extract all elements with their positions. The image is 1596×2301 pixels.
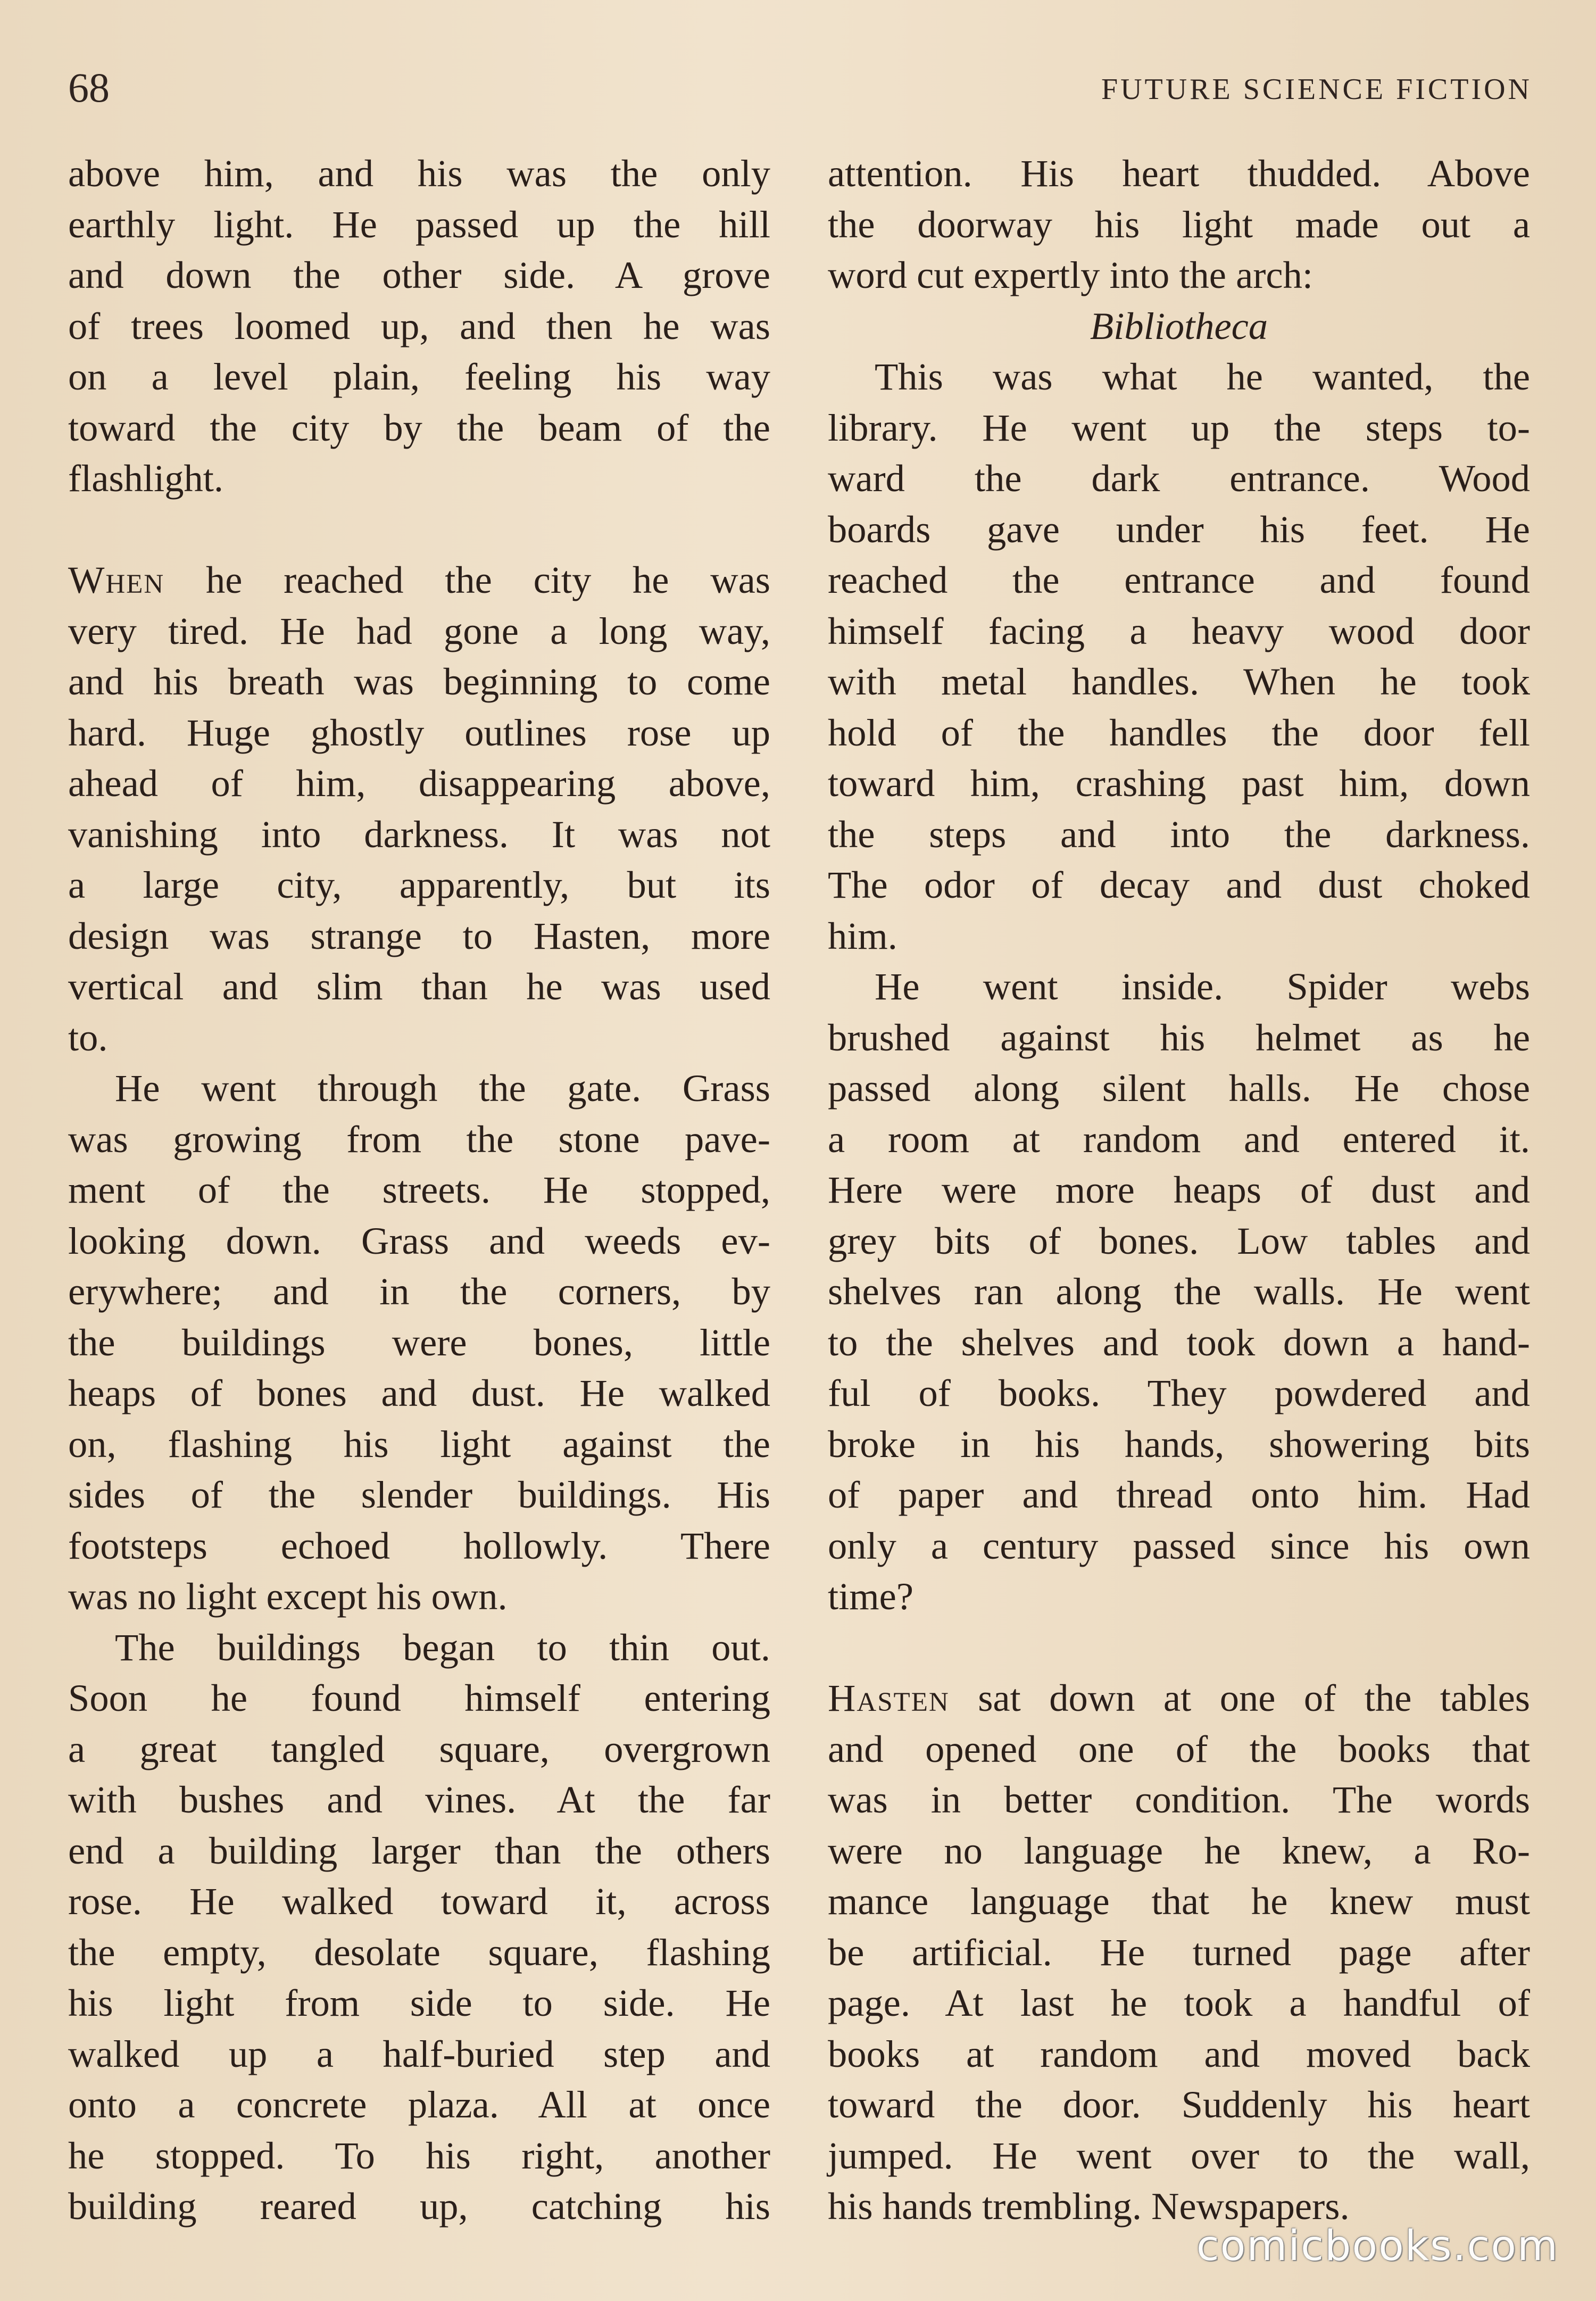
text-line: page. At last he took a handful of [828,1981,1530,2024]
text-line: mance language that he knew must [828,1880,1530,1923]
text-line: end a building larger than the others [68,1828,770,1872]
text-line: ward the dark entrance. Wood [828,457,1530,500]
text-line: The buildings began to thin out. [115,1625,770,1669]
text-line: library. He went up the steps to- [828,405,1530,449]
small-caps-lead: Hasten [828,1676,950,1719]
text-line: The odor of decay and dust choked [828,863,1530,906]
text-line: vertical and slim than he was used [68,965,770,1008]
left-text-column [68,148,770,2232]
text-line: him. [828,914,897,957]
text-line: footsteps echoed hollowly. There [68,1524,770,1567]
text-line: This was what he wanted, the [875,355,1530,398]
text-line: a great tangled square, overgrown [68,1727,770,1770]
text-line: was in better condition. The words [828,1778,1530,1821]
text-line: Soon he found himself entering [68,1676,770,1719]
text-line: flashlight. [68,457,223,500]
text-line: reached the entrance and found [828,558,1530,601]
line-text: sat down at one of the tables [949,1676,1530,1719]
text-line: be artificial. He turned page after [828,1930,1530,1974]
text-line: Bibliotheca [1090,304,1268,347]
text-line: the steps and into the darkness. [828,812,1530,856]
text-line: He went through the gate. Grass [115,1066,770,1110]
page-number: 68 [68,64,110,111]
text-line: rose. He walked toward it, across [68,1880,770,1923]
text-line: on a level plain, feeling his way [68,355,770,398]
text-line: design was strange to Hasten, more [68,914,770,957]
small-caps-lead: When [68,558,165,601]
text-line: walked up a half-buried step and [68,2032,770,2075]
text-line: boards gave under his feet. He [828,507,1530,551]
text-line: sides of the slender buildings. His [68,1473,770,1516]
text-line: were no language he knew, a Ro- [828,1828,1530,1872]
text-line: to. [68,1015,108,1059]
text-line: vanishing into darkness. It was not [68,812,770,856]
section-break [68,504,770,555]
text-line: himself facing a heavy wood door [828,609,1530,652]
text-line: ment of the streets. He stopped, [68,1168,770,1211]
text-line: Here were more heaps of dust and [828,1168,1530,1211]
text-line: onto a concrete plaza. All at once [68,2083,770,2126]
text-line: he stopped. To his right, another [68,2133,770,2177]
text-line: time? [828,1575,914,1618]
text-line: He went inside. Spider webs [875,965,1530,1008]
text-line: toward the door. Suddenly his heart [828,2083,1530,2126]
text-line: grey bits of bones. Low tables and [828,1219,1530,1262]
text-line: only a century passed since his own [828,1524,1530,1567]
text-line: heaps of bones and dust. He walked [68,1371,770,1414]
text-line [68,554,770,606]
text-line: earthly light. He passed up the hill [68,202,770,246]
text-line: to the shelves and took down a hand- [828,1320,1530,1364]
text-line: brushed against his helmet as he [828,1015,1530,1059]
watermark-logo: comicbooks.com [1196,2222,1559,2270]
text-line: on, flashing his light against the [68,1422,770,1466]
text-line: passed along silent halls. He chose [828,1066,1530,1110]
text-line: very tired. He had gone a long way, [68,609,770,652]
text-line: and his breath was beginning to come [68,660,770,703]
text-line: the empty, desolate square, flashing [68,1930,770,1974]
text-line: a room at random and entered it. [828,1117,1530,1161]
text-line: the buildings were bones, little [68,1320,770,1364]
text-line: hard. Huge ghostly outlines rose up [68,710,770,754]
text-line: a large city, apparently, but its [68,863,770,906]
text-line: word cut expertly into the arch: [828,253,1313,296]
text-line: and down the other side. A grove [68,253,770,296]
text-line: hold of the handles the door fell [828,710,1530,754]
text-line: broke in his hands, showering bits [828,1422,1530,1466]
running-head: FUTURE SCIENCE FICTION [1101,73,1532,106]
text-line: of trees loomed up, and then he was [68,304,770,347]
text-line: with metal handles. When he took [828,660,1530,703]
text-line: books at random and moved back [828,2032,1530,2075]
text-line: ful of books. They powdered and [828,1371,1530,1414]
text-line: was no light except his own. [68,1575,508,1618]
text-line: with bushes and vines. At the far [68,1778,770,1821]
text-line: erywhere; and in the corners, by [68,1270,770,1313]
text-line: of paper and thread onto him. Had [828,1473,1530,1516]
text-line: toward him, crashing past him, down [828,762,1530,805]
text-line: attention. His heart thudded. Above [828,152,1530,195]
text-line: his light from side to side. He [68,1981,770,2024]
text-line: looking down. Grass and weeds ev- [68,1219,770,1262]
text-line: above him, and his was the only [68,152,770,195]
right-text-column [828,148,1530,2232]
text-line [828,1673,1530,1724]
text-line: the doorway his light made out a [828,202,1530,246]
text-line: building reared up, catching his [68,2184,770,2228]
text-line: his hands trembling. Newspapers. [828,2184,1350,2228]
text-line: shelves ran along the walls. He went [828,1270,1530,1313]
section-break [828,1622,1530,1673]
text-line: and opened one of the books that [828,1727,1530,1770]
page-header [68,59,1532,117]
text-line: was growing from the stone pave- [68,1117,770,1161]
text-line: toward the city by the beam of the [68,405,770,449]
text-line: ahead of him, disappearing above, [68,762,770,805]
text-line: jumped. He went over to the wall, [828,2133,1530,2177]
line-text: he reached the city he was [164,558,770,601]
